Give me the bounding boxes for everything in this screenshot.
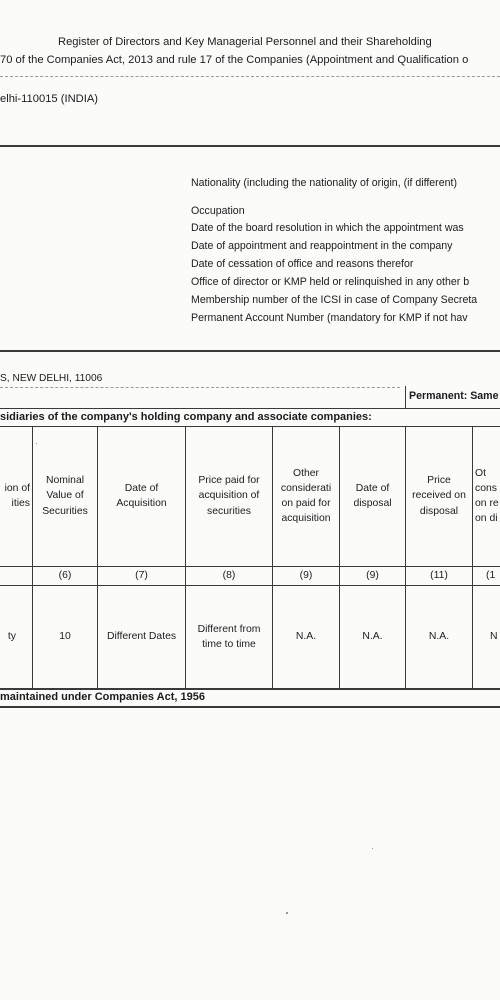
register-subtitle: 70 of the Companies Act, 2013 and rule 17 of the Companies (Appointment and Qualification o: [0, 54, 469, 66]
table-header-cell: Nominal Value of Securities: [42, 475, 88, 517]
footer-rule: [0, 706, 500, 708]
table-top-rule: [0, 350, 500, 352]
scan-speck: [286, 912, 288, 914]
table-header-cell: Date of disposal: [353, 482, 392, 509]
particular-nationality: Nationality (including the nationality of origin, (if different): [191, 177, 457, 189]
divider: [0, 76, 500, 77]
section-rule: [0, 145, 500, 147]
table-cell: N.A.: [295, 631, 317, 643]
company-address: elhi-110015 (INDIA): [0, 93, 99, 105]
table-cell: ty: [7, 631, 16, 643]
table-cell: Different Dates: [106, 631, 177, 643]
column-number: [0, 567, 32, 585]
footer-note: maintained under Companies Act, 1956: [0, 691, 205, 703]
table-cell: 10: [59, 631, 71, 643]
section-top-rule: [0, 408, 500, 409]
scan-speck: [36, 443, 37, 444]
table-cell: N.A.: [428, 631, 450, 643]
particular-appointment-date: Date of appointment and reappointment in the company: [191, 240, 453, 252]
col-divider: [472, 426, 473, 689]
table-header-cell: ion of ities: [4, 482, 30, 509]
particular-cessation-date: Date of cessation of office and reasons therefor: [191, 258, 414, 270]
section-title: sidiaries of the company's holding company and associate companies:: [0, 411, 372, 423]
table-header-cell: Price paid for acquisition of securities: [198, 475, 260, 517]
table-cell: Different from time to time: [197, 623, 261, 650]
particular-pan: Permanent Account Number (mandatory for KMP if not hav: [191, 312, 468, 324]
particular-other-office: Office of director or KMP held or relinquished in any other b: [191, 276, 470, 288]
column-number: (1: [486, 570, 496, 582]
register-title: Register of Directors and Key Managerial Personnel and their Shareholding: [58, 36, 432, 48]
column-number: (7): [135, 570, 148, 582]
permanent-label: Permanent: Same: [409, 390, 499, 402]
table-cell: N: [490, 631, 498, 643]
table-header-cell: Date of Acquisition: [116, 482, 167, 509]
table-header-cell: Price received on disposal: [412, 475, 466, 517]
table-header-cell: Ot cons on re on di: [475, 467, 499, 525]
address-line: S, NEW DELHI, 11006: [0, 373, 103, 384]
table-cell: N.A.: [362, 631, 383, 643]
column-number: (9): [299, 570, 313, 582]
table-header-cell: Other considerati on paid for acquisition: [280, 467, 332, 525]
scan-speck: [372, 848, 373, 849]
address-underline: [0, 387, 400, 388]
permanent-box-border: [405, 386, 406, 408]
column-number: (6): [58, 570, 72, 582]
column-number: (9): [366, 570, 379, 582]
table-bottom-rule: [0, 688, 500, 690]
column-number: (8): [222, 570, 236, 582]
particular-occupation: Occupation: [191, 205, 245, 217]
particular-icsi-membership: Membership number of the ICSI in case of Company Secreta: [191, 294, 478, 306]
particular-board-resolution: Date of the board resolution in which the appointment was: [191, 222, 464, 234]
column-number: (11): [430, 570, 448, 582]
